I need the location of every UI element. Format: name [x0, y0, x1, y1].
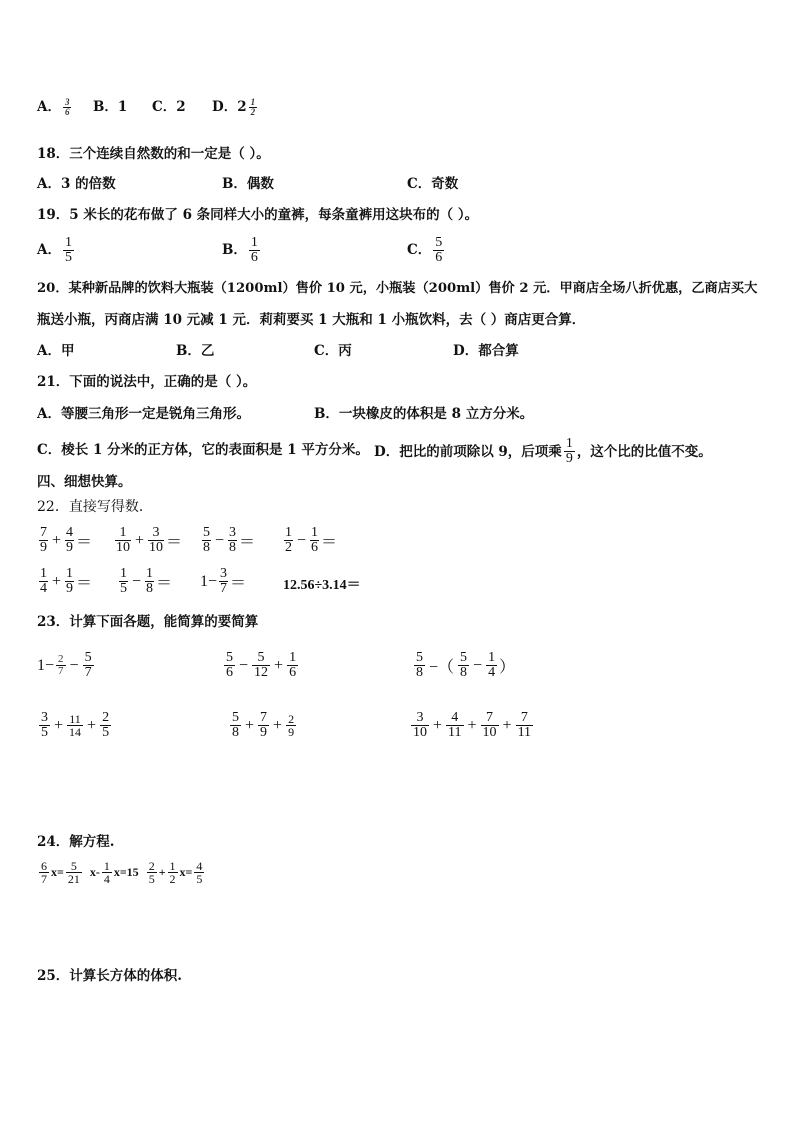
q23-expr-1: 1− $\frac{2}{7}$ − $\frac{5}{7}$ [37, 650, 92, 680]
q22-expr-6: $\frac{1}{5}$ − $\frac{1}{8}$ ＝ [120, 566, 173, 596]
fraction: $\frac{1}{2}$ [250, 97, 256, 117]
q21-stem: 21．下面的说法中，正确的是（ ）。 [37, 374, 257, 390]
q23-expr-2: $\frac{5}{6}$ − $\frac{5}{12}$ + $\frac{1}{6}$ [226, 650, 297, 680]
q23-expr-3: $\frac{5}{8}$ −（ $\frac{5}{8}$ − $\frac{1}{4}$ ） [416, 650, 516, 680]
q18-option-a: A．3 的倍数 [37, 176, 116, 192]
q19-option-a: A． $\frac{1}{5}$ [37, 235, 72, 265]
q18-option-b: B．偶数 [222, 176, 274, 192]
q20-stem-line2: 瓶送小瓶，丙商店满 10 元减 1 元．莉莉要买 1 大瓶和 1 小瓶饮料，去（ ）商店更合算． [37, 312, 586, 328]
q17-option-a: A． $\frac{3}{6}$ [37, 97, 70, 117]
q20-stem-line1: 20．某种新品牌的饮料大瓶装（1200ml）售价 10 元，小瓶装（200ml）售价 2 元．甲商店全场八折优惠，乙商店买大 [37, 281, 758, 296]
q19-option-c: C． $\frac{5}{6}$ [407, 235, 443, 265]
q22-stem: 22．直接写得数． [37, 499, 153, 515]
q20-option-d: D．都合算 [453, 343, 519, 359]
q20-option-b: B．乙 [176, 343, 215, 359]
q23-stem: 23．计算下面各题，能简算的要简算 [37, 614, 259, 630]
q22-expr-4: $\frac{1}{2}$ − $\frac{1}{6}$ ＝ [285, 525, 338, 555]
q25-stem: 25．计算长方体的体积. [37, 968, 182, 984]
fraction: $\frac{3}{6}$ [64, 97, 70, 117]
q24-stem: 24．解方程. [37, 834, 115, 850]
q21-option-b: B．一块橡皮的体积是 8 立方分米。 [314, 406, 534, 422]
q23-expr-5: $\frac{5}{8}$ + $\frac{7}{9}$ + $\frac{2}{9}$ [232, 710, 295, 740]
q17-option-b: B．1 [93, 99, 128, 115]
q17-option-d: D．2 $\frac{1}{2}$ [212, 97, 256, 117]
q21-option-c: C．棱长 1 分米的正方体，它的表面积是 1 平方分米。 [37, 442, 369, 458]
q23-expr-6: $\frac{3}{10}$ + $\frac{4}{11}$ + $\frac{7}{10}$ + $\frac{7}{11}$ [413, 710, 532, 740]
q22-expr-3: $\frac{5}{8}$ − $\frac{3}{8}$ ＝ [203, 525, 256, 555]
q24-equations: $\frac{6}{7}$ x= $\frac{5}{21}$ x- $\frac{1}{4}$ x=15 $\frac{2}{5}$ + $\frac{1}{2}$ x= $\frac{4}{5}$ [41, 859, 203, 886]
q20-option-c: C．丙 [314, 343, 352, 359]
q17-option-c: C．2 [152, 99, 186, 115]
q18-stem: 18．三个连续自然数的和一定是（ ）。 [37, 146, 270, 162]
q21-option-d: D．把比的前项除以 9，后项乘 $\frac{1}{9}$ ，这个比的比值不变。 [374, 436, 712, 466]
q22-expr-8: 12.56÷3.14＝ [283, 578, 361, 593]
section-4-title: 四、细想快算。 [37, 474, 132, 490]
q22-expr-5: $\frac{1}{4}$ + $\frac{1}{9}$ ＝ [40, 566, 93, 596]
q19-stem: 19．5 米长的花布做了 6 条同样大小的童裤，每条童裤用这块布的（ ）。 [37, 207, 479, 223]
q22-expr-1: $\frac{7}{9}$ + $\frac{4}{9}$ ＝ [40, 525, 93, 555]
q23-expr-4: $\frac{3}{5}$ + $\frac{11}{14}$ + $\frac{2}{5}$ [41, 710, 110, 740]
q19-option-b: B． $\frac{1}{6}$ [222, 235, 258, 265]
q21-option-a: A．等腰三角形一定是锐角三角形。 [37, 406, 250, 422]
q22-expr-7: 1− $\frac{3}{7}$ ＝ [200, 566, 247, 596]
q22-expr-2: $\frac{1}{10}$ + $\frac{3}{10}$ ＝ [116, 525, 183, 555]
q20-option-a: A．甲 [37, 343, 75, 359]
q18-option-c: C．奇数 [407, 176, 459, 192]
